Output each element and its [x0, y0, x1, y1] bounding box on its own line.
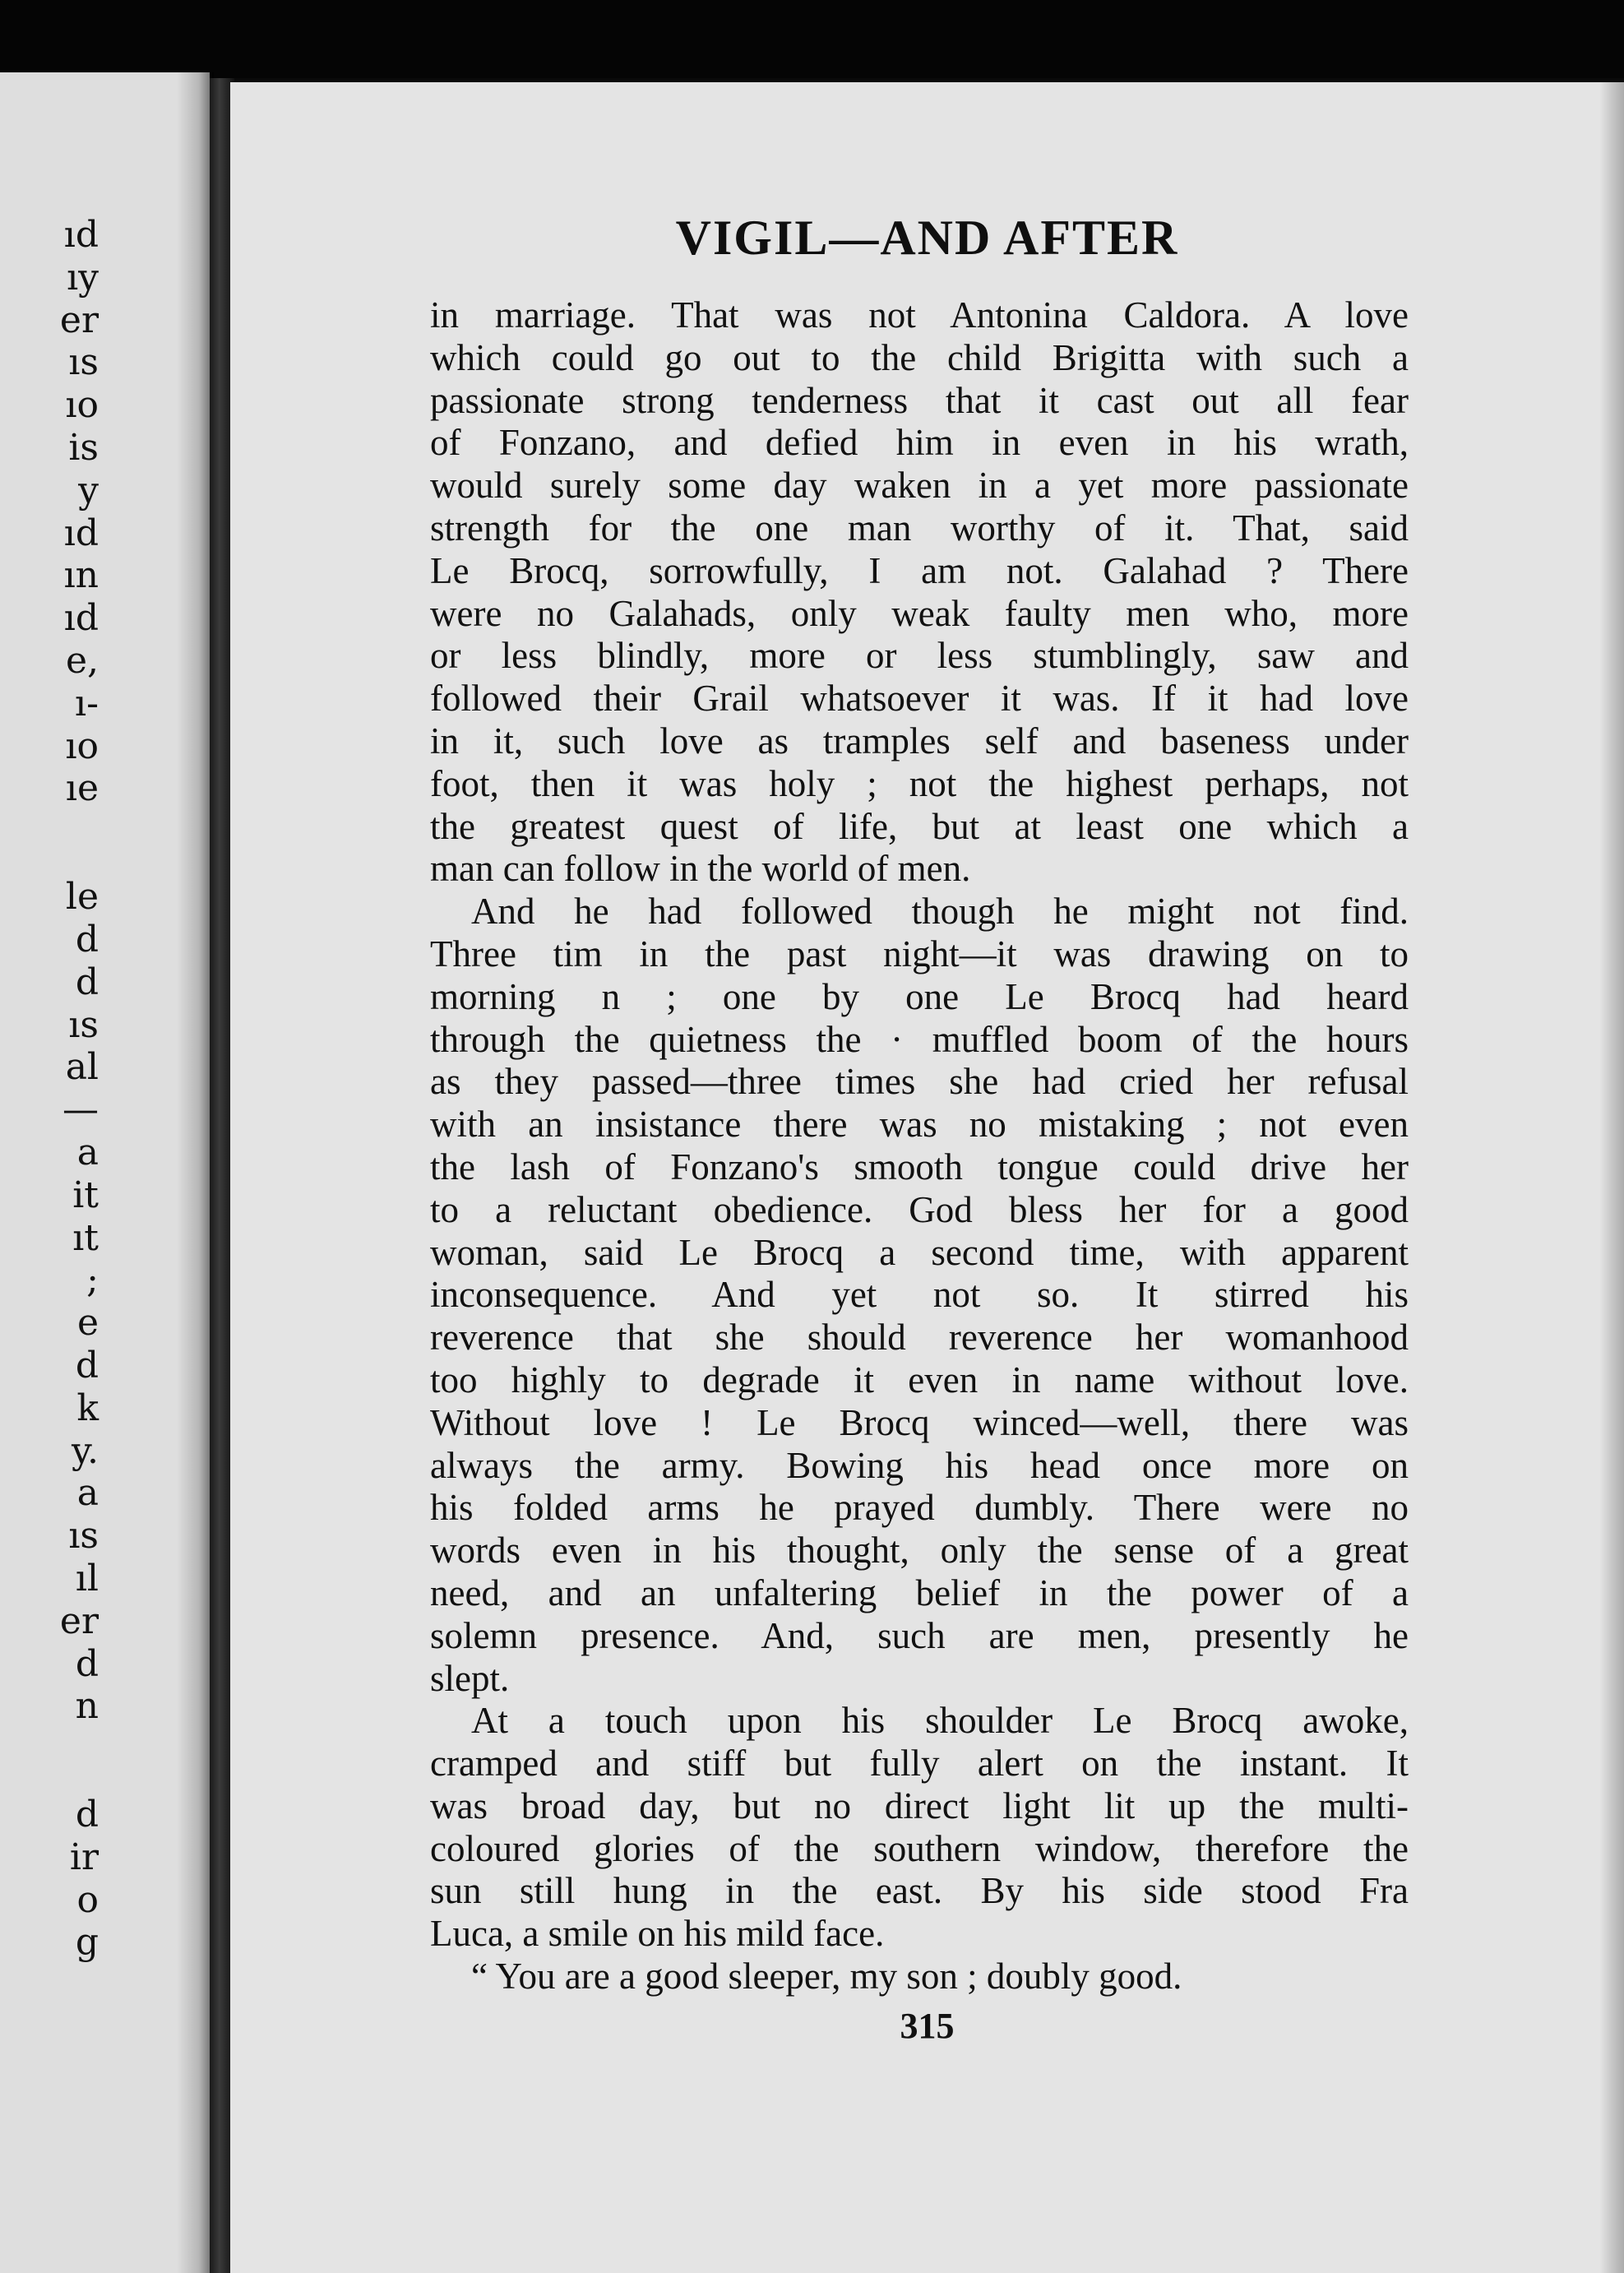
text-line: his folded arms he prayed dumbly. There were no	[430, 1487, 1409, 1529]
left-fragment	[0, 810, 99, 876]
text-line: strength for the one man worthy of it. That, said	[430, 507, 1409, 549]
text-line: always the army. Bowing his head once more on	[430, 1444, 1409, 1486]
left-fragment: ıl	[75, 1557, 99, 1599]
text-line: slept.	[430, 1657, 510, 1699]
text-line: the greatest quest of life, but at least one which a	[430, 805, 1409, 847]
text-line: passionate strong tenderness that it cast out all fear	[430, 379, 1409, 421]
text-line: the lash of Fonzano's smooth tongue could drive her	[430, 1146, 1409, 1187]
left-fragment: ın	[63, 554, 99, 597]
left-fragment: a	[76, 1131, 99, 1174]
text-line: solemn presence. And, such are men, presently he	[430, 1614, 1409, 1656]
text-line: of Fonzano, and defied him in even in his wrath,	[430, 422, 1409, 464]
page-number: 315	[900, 2006, 955, 2046]
text-line: to a reluctant obedience. God bless her for a good	[430, 1188, 1409, 1230]
scan-top-border	[0, 0, 1624, 78]
left-fragment: ıo	[65, 724, 99, 767]
text-line: And he had followed though he might not find.	[471, 891, 1409, 933]
left-fragment: ıd	[63, 597, 99, 640]
left-fragment	[0, 1728, 99, 1794]
left-fragment: er	[59, 299, 99, 341]
left-fragment: o	[76, 1878, 99, 1921]
left-fragment: y.	[72, 1429, 99, 1472]
text-line: in marriage. That was not Antonina Caldora. A love	[430, 294, 1409, 336]
text-line: with an insistance there was no mistaking ; not even	[430, 1104, 1409, 1146]
text-line: which could go out to the child Brigitta with such a	[430, 336, 1409, 378]
left-fragment: d	[75, 918, 99, 961]
text-line: or less blindly, more or less stumblingly, saw and	[430, 635, 1409, 677]
left-fragment: d	[75, 1642, 99, 1685]
paragraph	[430, 1956, 1409, 1998]
left-fragment: ıs	[68, 1003, 99, 1046]
left-page-text-fragments	[0, 214, 99, 1964]
text-line: need, and an unfaltering belief in the power of a	[430, 1572, 1409, 1613]
left-page-shadow	[177, 72, 214, 2273]
left-fragment: it	[72, 1174, 99, 1216]
text-line: would surely some day waken in a yet more passionate	[430, 465, 1409, 507]
text-line: morning n ; one by one Le Brocq had heard	[430, 975, 1409, 1017]
left-fragment: is	[68, 426, 99, 469]
text-line: Three tim in the past night—it was drawing on to	[430, 933, 1409, 974]
text-line: through the quietness the · muffled boom of the hours	[430, 1018, 1409, 1060]
left-fragment: y	[78, 469, 99, 512]
left-fragment: d	[75, 1794, 99, 1836]
left-fragment: ;	[86, 1259, 99, 1302]
text-line: man can follow in the world of men.	[430, 848, 971, 890]
left-fragment: d	[75, 961, 99, 1003]
text-line: “ You are a good sleeper, my son ; doubly good.	[471, 1956, 1182, 1998]
text-line: too highly to degrade it even in name without love.	[430, 1359, 1409, 1400]
left-fragment: ıd	[63, 214, 99, 256]
left-fragment: le	[65, 876, 99, 919]
left-fragment: e,	[65, 639, 99, 682]
text-line: inconsequence. And yet not so. It stirred his	[430, 1274, 1409, 1316]
left-fragment: n	[75, 1685, 99, 1728]
text-line: reverence that she should reverence her womanhood	[430, 1317, 1409, 1359]
text-line: were no Galahads, only weak faulty men who, more	[430, 592, 1409, 634]
text-line: coloured glories of the southern window, therefore the	[430, 1827, 1409, 1869]
text-line: Luca, a smile on his mild face.	[430, 1913, 885, 1955]
left-fragment: ir	[69, 1836, 99, 1878]
left-fragment: al	[65, 1046, 99, 1089]
left-fragment: ıd	[63, 512, 99, 554]
left-fragment: ıy	[67, 256, 99, 299]
left-fragment: g	[75, 1921, 99, 1964]
left-fragment: ıs	[68, 1515, 99, 1558]
text-line: Le Brocq, sorrowfully, I am not. Galahad ? There	[430, 549, 1409, 591]
right-page-edge-shadow	[1599, 82, 1624, 2273]
left-fragment: a	[76, 1472, 99, 1515]
left-fragment: er	[59, 1599, 99, 1642]
paragraph	[430, 1700, 1409, 1956]
right-page	[230, 82, 1624, 2273]
text-line: Without love ! Le Brocq winced—well, there was	[430, 1401, 1409, 1443]
paragraph	[430, 891, 1409, 1700]
running-head: VIGIL—AND AFTER	[675, 211, 1179, 265]
left-fragment: —	[62, 1089, 99, 1132]
left-fragment: d	[75, 1344, 99, 1386]
text-line: in it, such love as tramples self and baseness under	[430, 720, 1409, 762]
text-line: sun still hung in the east. By his side stood Fra	[430, 1870, 1409, 1912]
text-line: At a touch upon his shoulder Le Brocq awoke,	[471, 1700, 1409, 1742]
left-fragment: k	[76, 1386, 99, 1429]
text-line: followed their Grail whatsoever it was. If it had love	[430, 678, 1409, 720]
left-fragment: ıt	[72, 1216, 99, 1259]
paragraph	[430, 294, 1409, 891]
text-line: words even in his thought, only the sense of a great	[430, 1530, 1409, 1572]
text-line: cramped and stiff but fully alert on the instant. It	[430, 1743, 1409, 1785]
left-fragment: ı-	[75, 682, 99, 724]
left-fragment: ıs	[68, 341, 99, 384]
text-line: as they passed—three times she had cried her refusal	[430, 1061, 1409, 1103]
text-line: foot, then it was holy ; not the highest perhaps, not	[430, 762, 1409, 804]
left-fragment: ıe	[65, 767, 99, 810]
text-line: woman, said Le Brocq a second time, with apparent	[430, 1231, 1409, 1273]
body-text	[430, 294, 1409, 1998]
text-line: was broad day, but no direct light lit up the multi-	[430, 1785, 1409, 1826]
left-fragment: ıo	[65, 384, 99, 427]
left-fragment: e	[76, 1302, 99, 1345]
